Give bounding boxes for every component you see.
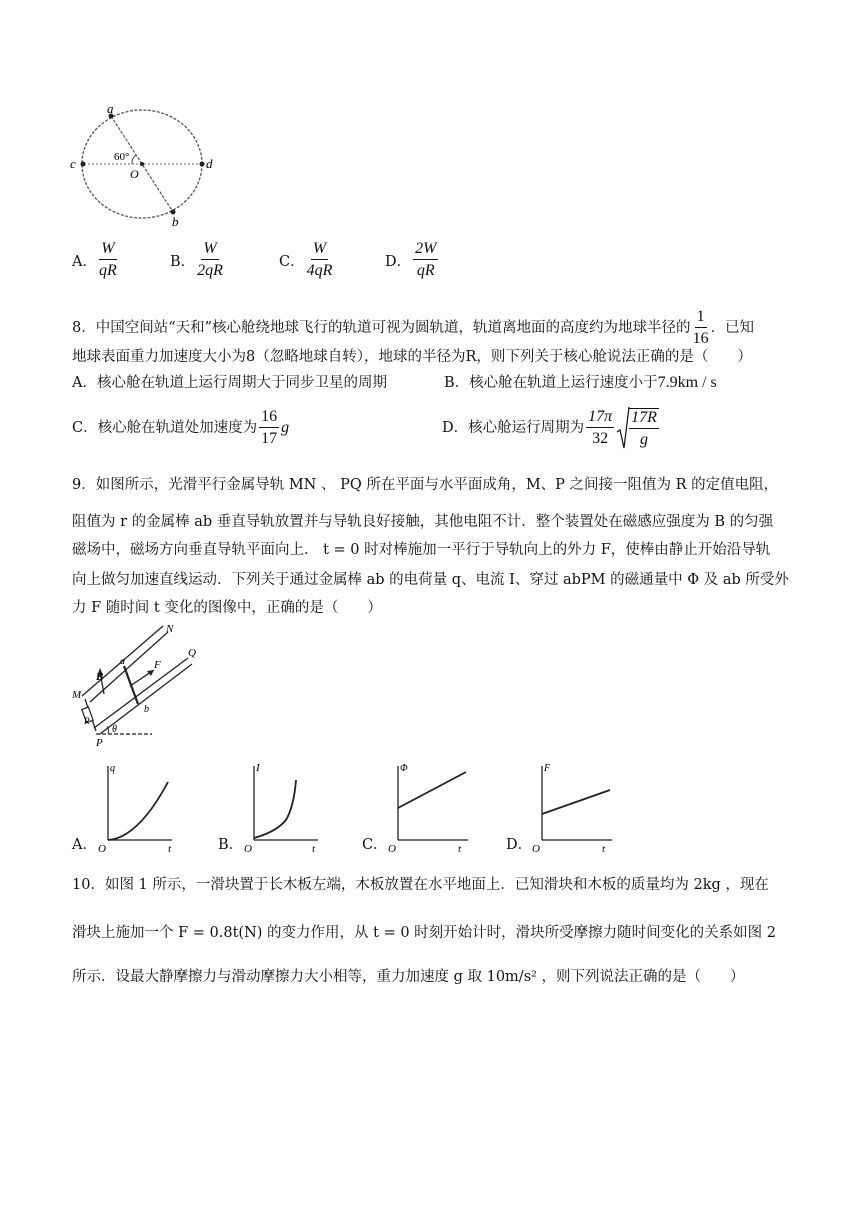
graph-b-letter: B． [218, 837, 244, 853]
q9-line2: 阻值为 r 的金属棒 ab 垂直导轨放置并与导轨良好接触，其他电阻不计．整个装置处在磁感应强度为 B 的匀强 [72, 514, 774, 530]
rails-figure [68, 616, 208, 748]
graph-b-xlabel: t [312, 843, 316, 855]
rail-label-F: F [154, 659, 161, 671]
label-a: a [107, 104, 114, 116]
q8-line2: 地球表面重力加速度大小为8（忽略地球自转），地球的半径为R，则下列关于核心舱说法正确的是（ ） [72, 349, 752, 365]
graph-a-ylabel: q [110, 763, 115, 774]
q8-option-d: D．核心舱运行周期为 $\frac{17\pi}{32}$ $\frac{17R}{g}$ [442, 406, 661, 450]
q8-fraction: $\frac{1}{16}$ [692, 308, 709, 347]
graph-b-origin: O [244, 843, 252, 855]
q9-line4: 向上做匀加速直线运动．下列关于通过金属棒 ab 的电荷量 q、电流 I、穿过 abPM 的磁通量中 Φ 及 ab 所受外 [72, 572, 789, 588]
graph-b-ylabel: I [256, 762, 260, 774]
q9-line5: 力 F 随时间 t 变化的图像中，正确的是（ ） [72, 600, 382, 616]
q8-line1: 8．中国空间站“天和”核心舱绕地球飞行的轨道可视为圆轨道，轨道离地面的高度约为地球半径的 $\frac{1}{16}$ ．已知 [72, 308, 755, 347]
rail-label-P: P [96, 737, 103, 748]
rail-label-R: R [84, 716, 90, 726]
q8-option-b: B．核心舱在轨道上运行速度小于7.9km / s [444, 374, 717, 391]
label-o: O [130, 167, 139, 181]
graph-c [384, 760, 476, 856]
circle-figure [64, 104, 230, 228]
rail-label-M: M [72, 689, 82, 701]
graph-d-ylabel: F [544, 763, 551, 774]
q10-line1: 10．如图 1 所示，一滑块置于长木板左端，木板放置在水平地面上．已知滑块和木板的质量均为 2kg ，现在 [72, 877, 769, 893]
label-c: c [70, 156, 76, 171]
rail-label-a: a [120, 656, 125, 667]
q7-option-a: A． $\frac{W}{qR}$ [72, 240, 117, 279]
q7-option-b: B． $\frac{W}{2qR}$ [170, 240, 223, 279]
graph-d [528, 760, 620, 856]
sqrt-expression: $\frac{17R}{g}$ [616, 406, 661, 450]
graph-d-xlabel: t [602, 843, 606, 855]
label-angle: 60° [114, 151, 130, 163]
q8-option-a: A．核心舱在轨道上运行周期大于同步卫星的周期 [72, 375, 387, 391]
graph-a-origin: O [98, 843, 106, 855]
q10-line3: 所示．设最大静摩擦力与滑动摩擦力大小相等，重力加速度 g 取 10m/s² ，则下列说法正确的是（ ） [72, 969, 745, 985]
graph-a-letter: A． [72, 837, 97, 853]
q9-line3: 磁场中，磁场方向垂直导轨平面向上． t = 0 时对棒施加一平行于导轨向上的外力 F，使棒由静止开始沿导轨 [72, 542, 771, 558]
graph-a [94, 760, 180, 856]
graph-d-letter: D． [506, 837, 533, 853]
q7-options [72, 240, 492, 288]
q7-option-d: D． $\frac{2W}{qR}$ [385, 240, 437, 279]
rail-label-B: B [96, 671, 104, 683]
q10-line2: 滑块上施加一个 F = 0.8t(N) 的变力作用，从 t = 0 时刻开始计时，滑块所受摩擦力随时间变化的关系如图 2 [72, 925, 777, 941]
q7-option-c: C． $\frac{W}{4qR}$ [279, 240, 333, 279]
graph-c-origin: O [388, 843, 396, 855]
rail-label-N: N [166, 623, 174, 635]
q9-graphs [68, 760, 628, 860]
graph-c-xlabel: t [458, 843, 462, 855]
graph-b [240, 760, 326, 856]
graph-d-origin: O [532, 843, 540, 855]
graph-c-ylabel: Φ [400, 763, 408, 774]
rail-label-b: b [144, 704, 149, 715]
label-b: b [172, 214, 179, 228]
rail-label-theta: θ [112, 724, 117, 735]
q9-line1: 9．如图所示，光滑平行金属导轨 MN 、 PQ 所在平面与水平面成角，M、P 之间接一阻值为 R 的定值电阻， [72, 477, 779, 493]
rail-label-Q: Q [188, 647, 196, 659]
label-d: d [206, 156, 213, 171]
graph-c-letter: C． [362, 837, 388, 853]
graph-a-xlabel: t [168, 843, 172, 855]
q8-option-c: C．核心舱在轨道处加速度为 $\frac{16}{17}$ g [72, 408, 290, 447]
